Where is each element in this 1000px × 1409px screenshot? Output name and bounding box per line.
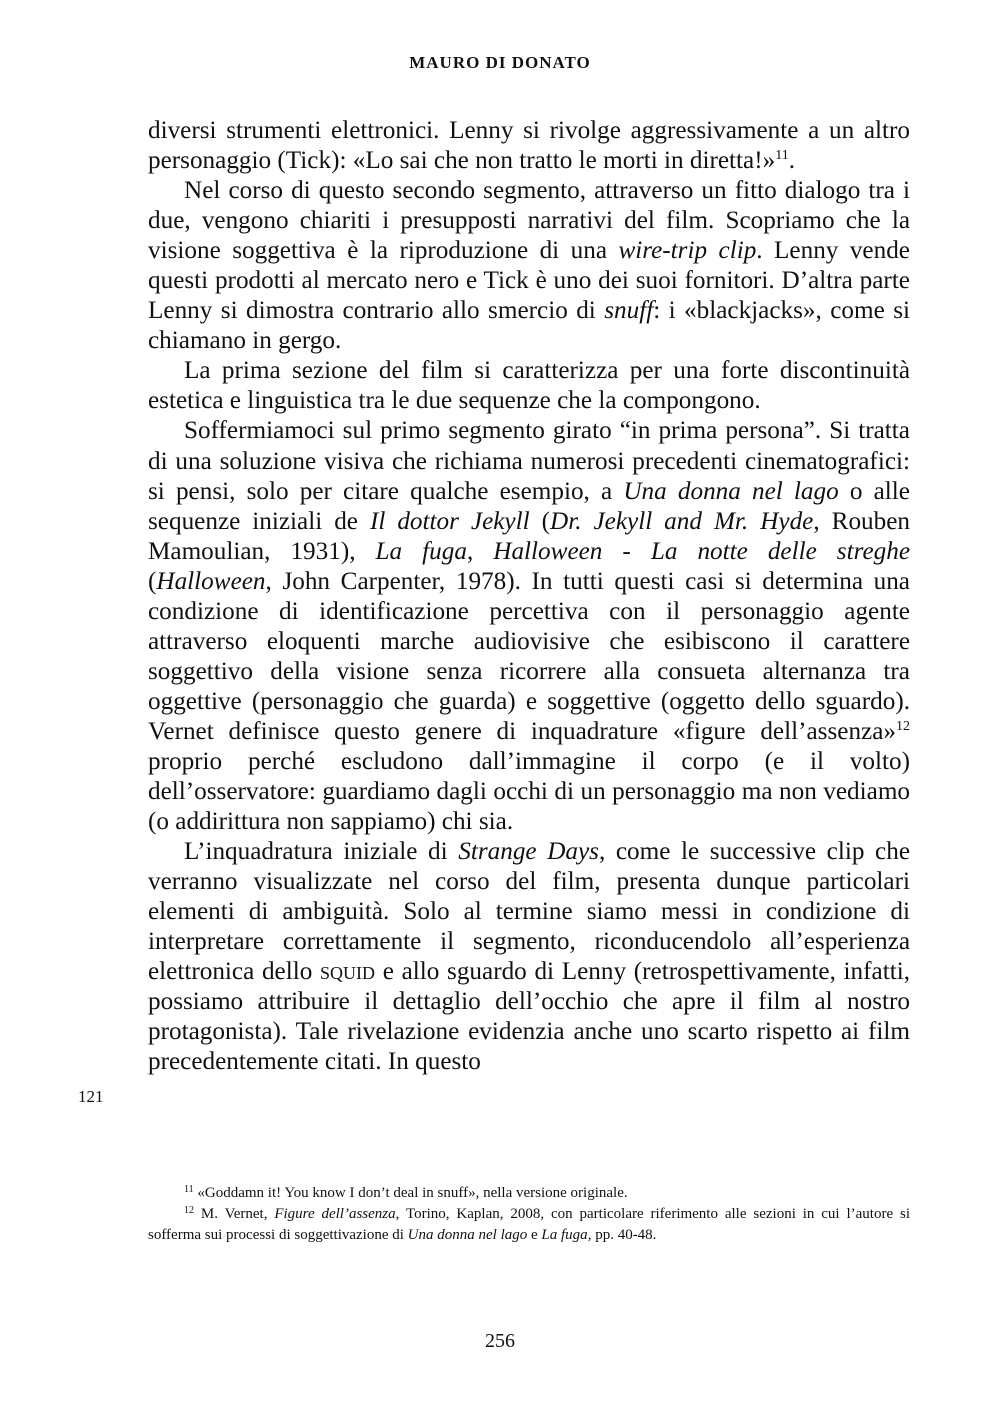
text-run: . (788, 147, 795, 175)
text-run: e allo sguardo di Lenny (retrospettivamente, infatti, possiamo attribuire il dettaglio dell’occhio che apre il film al nostro protagonista). Tale rivelazione evidenzia anche uno scarto rispetto ai film precedentemente citati. In questo (148, 958, 910, 1076)
footnote-ref: 11 (775, 148, 789, 164)
footnote-ref: 12 (184, 1205, 194, 1216)
italic-run: Halloween - La notte delle streghe (493, 537, 911, 565)
text-run: M. Vernet, (194, 1206, 275, 1222)
text-run: ( (148, 567, 157, 595)
text-run: , pp. 40-48. (587, 1227, 657, 1243)
footnote-ref: 12 (896, 718, 910, 734)
footnote (148, 1183, 910, 1204)
italic-run: La fuga (375, 537, 467, 565)
text-run: , Rouben Mamoulian, 1931), (148, 507, 910, 565)
text-run: Nel corso di questo secondo segmento, attraverso un fitto dialogo tra i due, vengono chiariti i presupposti narrativi del film. Scopriamo che la visione soggettiva è la riproduzione di una (148, 177, 910, 265)
italic-run: Una donna nel lago (407, 1227, 528, 1243)
italic-run: Dr. Jekyll and Mr. Hyde (550, 507, 814, 535)
text-run: , (466, 537, 494, 565)
paragraph (148, 416, 910, 837)
text-run: , John Carpenter, 1978). In tutti questi casi si determina una condizione di identificazione percettiva con il personaggio agente attraverso eloquenti marche audiovisive che esibiscono il carattere soggettivo della visione senza ricorrere alla consueta alternanza tra oggettive (personaggio che guarda) e soggettive (oggetto dello sguardo). Vernet definisce questo genere di inquadrature «figure dell’assenza» (148, 567, 910, 745)
italic-run: Strange Days (458, 838, 599, 866)
text-run: proprio perché escludono dall’immagine il corpo (e il volto) dell’osservatore: guardiamo dagli occhi di un personaggio ma non vediamo (o addirittura non sappiamo) chi sia. (148, 747, 910, 836)
footnote-ref: 11 (184, 1184, 194, 1195)
text-run: o alle sequenze iniziali de (148, 477, 910, 535)
text-run: , Torino, Kaplan, 2008, con particolare riferimento alle sezioni in cui l’autore si sofferma sui processi di soggettivazione di (148, 1206, 910, 1243)
paragraph (148, 837, 910, 1077)
small-caps-run: squid (320, 958, 376, 986)
text-run: , come le successive clip che verranno visualizzate nel corso del film, presenta dunque particolari elementi di ambiguità. Solo al termine siamo messi in condizione di interpretare correttamente il segmento, riconducendolo all’esperienza elettronica dello (148, 838, 910, 986)
italic-run: Figure dell’assenza (274, 1206, 396, 1222)
text-run: diversi strumenti elettronici. Lenny si rivolge aggressivamente a un altro personaggio (Tick): «Lo sai che non tratto le morti in diretta!» (148, 117, 910, 175)
italic-run: Il dottor Jekyll (369, 507, 530, 535)
text-run: ( (529, 507, 550, 535)
italic-run: Halloween (156, 567, 266, 595)
italic-run: La fuga (541, 1227, 588, 1243)
italic-run: wire-trip clip (618, 237, 757, 265)
text-run: Soffermiamoci sul primo segmento girato “in prima persona”. Si tratta di una soluzione visiva che richiama numerosi precedenti cinematografici: si pensi, solo per citare qualche esempio, a (148, 417, 910, 505)
paragraph (148, 176, 910, 356)
text-run: : i «blackjacks», come si chiamano in gergo. (148, 297, 911, 355)
body-text (148, 116, 910, 1078)
italic-run: snuff (604, 297, 654, 325)
paragraph (148, 356, 910, 416)
text-run: La prima sezione del film si caratterizza per una forte discontinuità estetica e linguistica tra le due sequenze che la compongono. (148, 357, 910, 415)
page-number: 256 (485, 1330, 515, 1352)
text-run: e (527, 1227, 542, 1243)
footnotes (148, 1183, 910, 1246)
paragraph (148, 116, 910, 176)
footnote (148, 1204, 910, 1246)
text-run: L’inquadratura iniziale di (184, 838, 459, 866)
text-run: . Lenny vende questi prodotti al mercato nero e Tick è uno dei suoi fornitori. D’altra parte Lenny si dimostra contrario allo smercio di (148, 237, 910, 325)
running-header: MAURO DI DONATO (409, 53, 591, 72)
italic-run: Una donna nel lago (623, 477, 839, 505)
text-run: «Goddamn it! You know I don’t deal in snuff», nella versione originale. (193, 1185, 628, 1201)
margin-note: 121 (78, 1087, 104, 1106)
